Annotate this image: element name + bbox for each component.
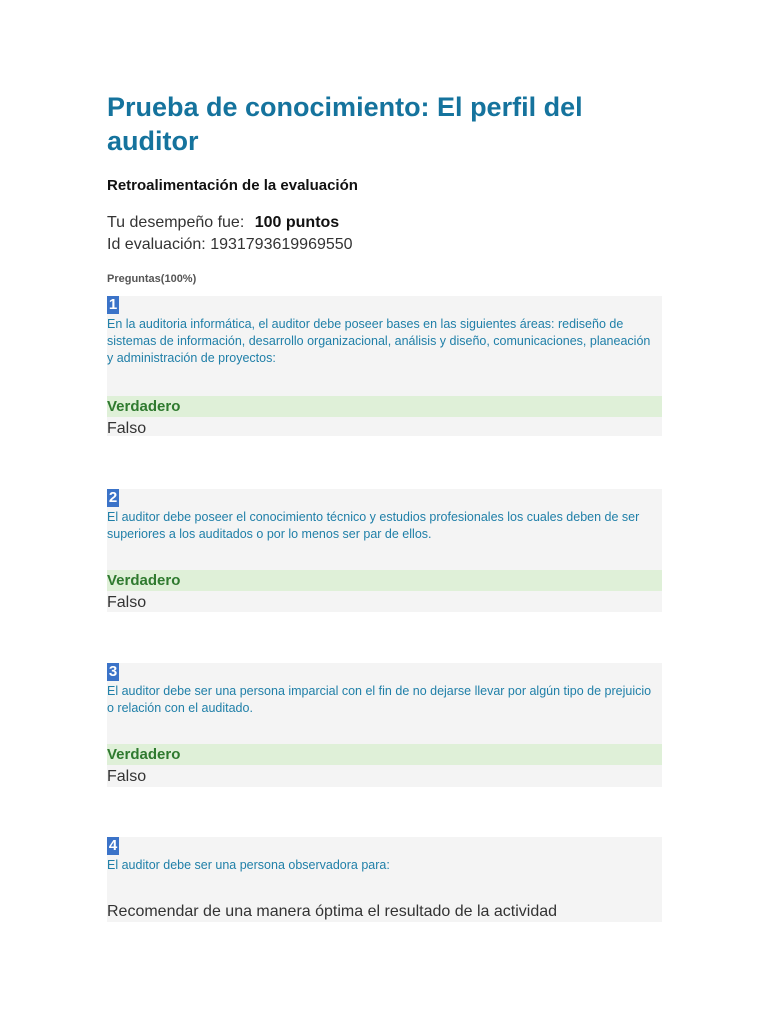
question-text: El auditor debe ser una persona imparcial con el fin de no dejarse llevar por algún tipo de prejuicio o relación con el auditado. <box>107 684 652 715</box>
score-value: 100 puntos <box>254 214 340 231</box>
question-block <box>107 489 662 612</box>
evaluation-id-label: Id evaluación: <box>107 236 206 253</box>
question-number: 3 <box>108 663 118 680</box>
question-block <box>107 837 662 922</box>
questions-label: Preguntas(100%) <box>107 273 197 285</box>
answer-option-falso: Falso <box>107 768 147 785</box>
question-number: 2 <box>108 489 118 506</box>
question-text: El auditor debe ser una persona observadora para: <box>107 858 390 872</box>
answer-correct-verdadero: Verdadero <box>107 570 662 591</box>
question-text: El auditor debe poseer el conocimiento técnico y estudios profesionales los cuales deben de ser superiores a los auditados o por lo menos ser par de ellos. <box>107 510 640 541</box>
answer-option-falso: Falso <box>107 594 147 611</box>
score-label: Tu desempeño fue: <box>107 214 245 231</box>
answer-option-falso: Falso <box>107 420 147 437</box>
score-line <box>107 213 339 233</box>
question-block <box>107 663 662 787</box>
answer-correct-verdadero: Verdadero <box>107 744 662 765</box>
question-number: 1 <box>108 296 118 313</box>
feedback-subtitle: Retroalimentación de la evaluación <box>107 177 358 194</box>
page-title: Prueba de conocimiento: El perfil del auditor <box>107 92 583 156</box>
evaluation-id-value: 1931793619969550 <box>210 236 353 253</box>
question-text: En la auditoria informática, el auditor debe poseer bases en las siguientes áreas: rediseño de sistemas de información, desarrollo organizacional, análisis y diseño, comunicaciones, planeación y administración de proyectos: <box>107 317 651 365</box>
answer-text: Recomendar de una manera óptima el resultado de la actividad <box>107 903 558 920</box>
question-block <box>107 296 662 436</box>
question-number: 4 <box>108 837 118 854</box>
answer-correct-verdadero: Verdadero <box>107 396 662 417</box>
evaluation-id-line <box>107 235 353 255</box>
